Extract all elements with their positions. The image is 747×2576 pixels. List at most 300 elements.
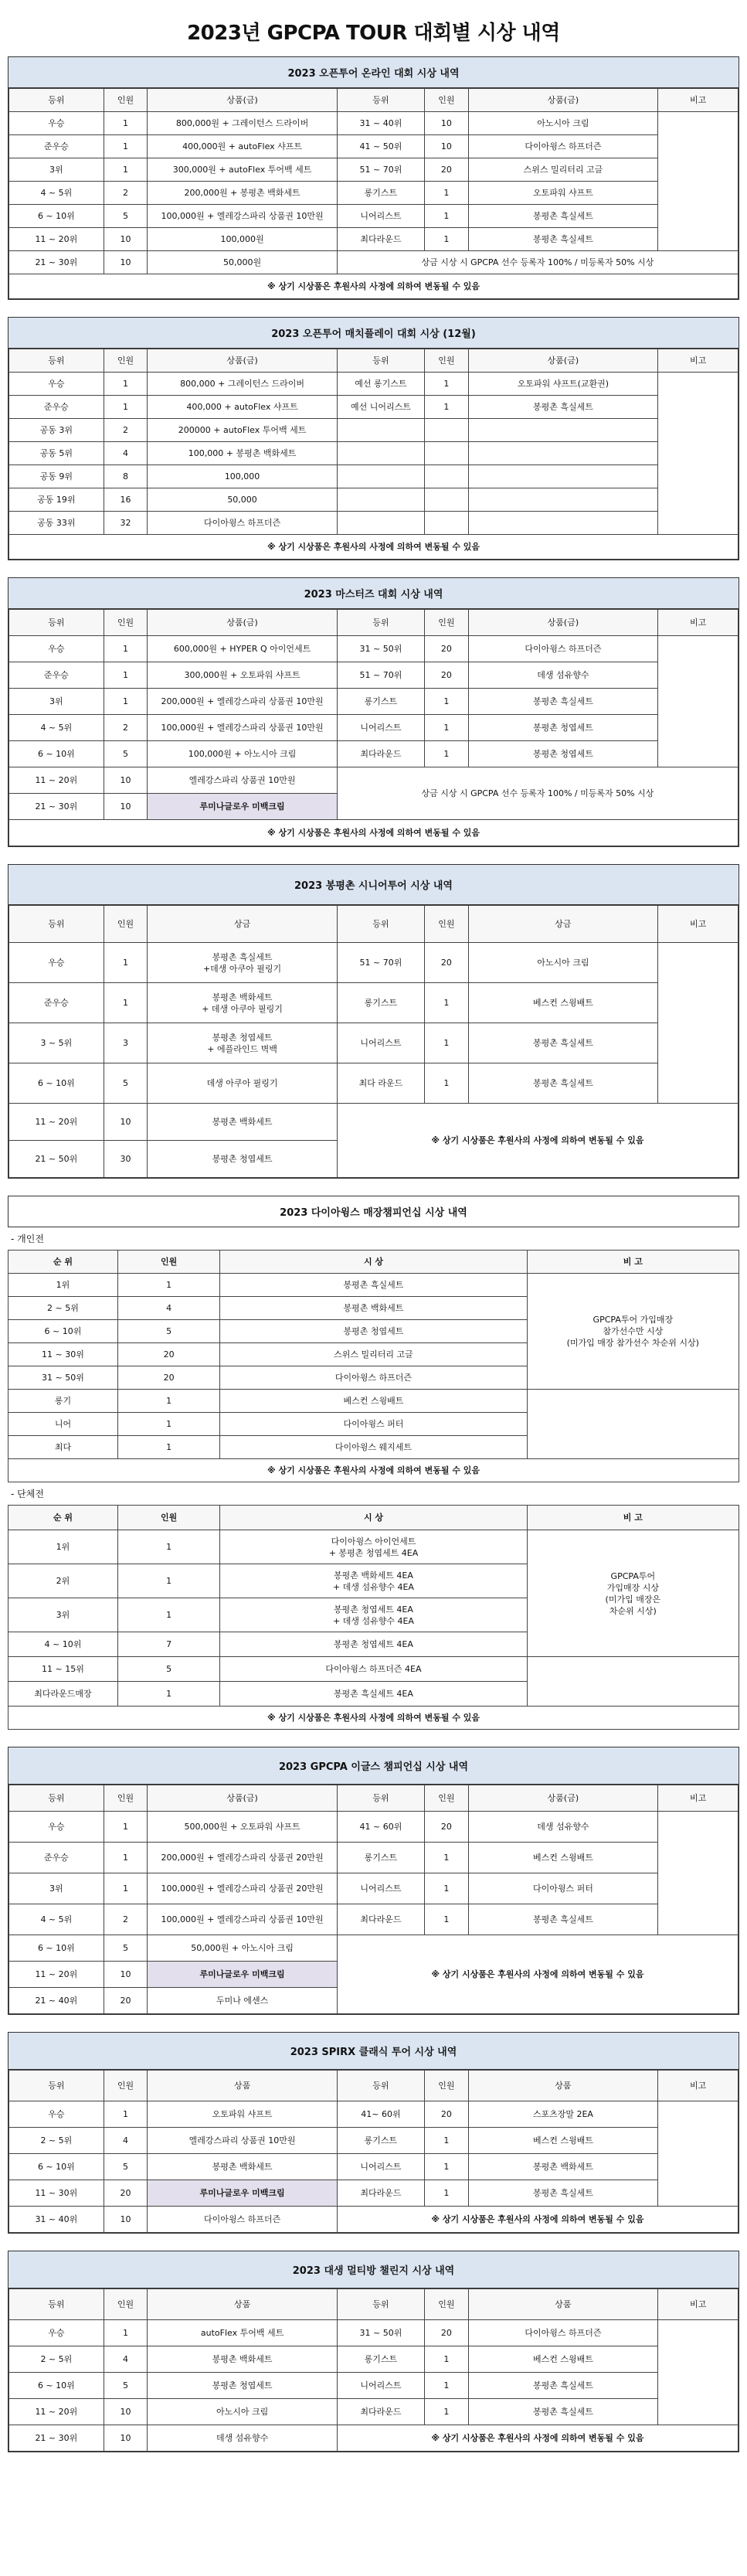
empty-cell: [425, 442, 469, 465]
highlighted-cell: 루미나글로우 미백크림: [148, 2180, 337, 2207]
cell: 10: [104, 251, 148, 274]
cell: 1: [425, 1873, 469, 1904]
cell: 5: [104, 2154, 148, 2180]
cell: 2: [104, 419, 148, 442]
table-row: [9, 2425, 739, 2452]
cell: 1: [425, 1904, 469, 1935]
footnote-row: [8, 1707, 739, 1730]
cell: 41~ 60위: [337, 2101, 424, 2128]
cell: 3 ~ 5위: [9, 1023, 104, 1063]
table-row: [9, 419, 739, 442]
cell: 봉평촌 흑실세트 +데생 아쿠아 필링기: [148, 943, 337, 983]
page-title: 2023년 GPCPA TOUR 대회별 시상 내역: [187, 22, 560, 45]
cell: 다이아윙스 하프더즌: [468, 636, 657, 662]
remarks-cell: [527, 1657, 739, 1707]
store-championship-section: [8, 1196, 739, 1730]
section-title: 2023 대생 멀티방 챌린지 시상 내역: [8, 2251, 739, 2288]
table-row: [9, 767, 739, 794]
col-header: 인원: [104, 906, 148, 943]
col-header: 등위: [337, 610, 424, 636]
cell: 51 ~ 70위: [337, 662, 424, 689]
cell: 50,000원: [148, 251, 337, 274]
cell: 1위: [8, 1530, 118, 1564]
cell: 봉평촌 백화세트: [148, 1104, 337, 1141]
table-row: [9, 1063, 739, 1104]
table-row: [9, 442, 739, 465]
multibang-challenge-section: [8, 2251, 739, 2452]
table-row: [9, 689, 739, 715]
table-row: [9, 943, 739, 983]
senior-tour-section: [8, 864, 739, 1179]
table-row: [9, 983, 739, 1023]
table-row: [9, 465, 739, 488]
empty-cell: [468, 512, 657, 535]
cell: 1: [425, 205, 469, 228]
cell: 4 ~ 5위: [9, 182, 104, 205]
table-row: [9, 1873, 739, 1904]
masters-section: [8, 577, 739, 847]
cell: 1: [117, 1564, 219, 1598]
cell: 우승: [9, 636, 104, 662]
cell: 1: [425, 373, 469, 396]
cell: 31 ~ 50위: [337, 2320, 424, 2346]
cell: 베스컨 스윙배트: [468, 2128, 657, 2154]
footnote-row: [8, 1459, 739, 1482]
cell: 11 ~ 20위: [9, 1962, 104, 1988]
table-header: [9, 349, 739, 373]
cell: 4: [104, 2128, 148, 2154]
cell: 10: [104, 2399, 148, 2425]
cell: 1: [104, 636, 148, 662]
col-header: 상금: [148, 906, 337, 943]
table-row: [9, 158, 739, 182]
col-header: 등위: [337, 89, 424, 112]
cell: 20: [117, 1366, 219, 1390]
cell: 51 ~ 70위: [337, 158, 424, 182]
cell: 21 ~ 40위: [9, 1988, 104, 2014]
cell: 니어: [8, 1413, 118, 1436]
highlighted-cell: 루미나글로우 미백크림: [148, 794, 337, 820]
table-header: [9, 2071, 739, 2101]
col-header: 인원: [117, 1506, 219, 1530]
cell: 두미나 에센스: [148, 1988, 337, 2014]
cell: 11 ~ 20위: [9, 767, 104, 794]
cell: 20: [104, 1988, 148, 2014]
table-row: [9, 135, 739, 158]
cell: 봉평촌 흑실세트: [468, 205, 657, 228]
cell: 엘레강스파리 상품권 10만원: [148, 2128, 337, 2154]
cell: 봉평촌 백화세트: [148, 2154, 337, 2180]
remarks-cell: [658, 2101, 739, 2207]
cell: 준우승: [9, 662, 104, 689]
cell: 데생 섬유향수: [148, 2425, 337, 2452]
cell: 5: [117, 1657, 219, 1682]
table-row: [9, 2399, 739, 2425]
cell: 10: [104, 2207, 148, 2233]
table-row: [9, 488, 739, 512]
cell: 6 ~ 10위: [9, 1063, 104, 1104]
col-header: 등위: [9, 610, 104, 636]
cell: 100,000원 + 엘레강스파리 상품권 10만원: [148, 715, 337, 741]
cell: 최다라운드: [337, 228, 424, 251]
cell: 1: [117, 1413, 219, 1436]
col-header: 인원: [117, 1251, 219, 1274]
cell: 1: [117, 1682, 219, 1707]
cell: 200000 + autoFlex 투어백 세트: [148, 419, 337, 442]
cell: 1위: [8, 1274, 118, 1297]
cell: 1: [104, 1843, 148, 1873]
cell: 최다라운드: [337, 741, 424, 767]
cell: 11 ~ 20위: [9, 1104, 104, 1141]
cell: 51 ~ 70위: [337, 943, 424, 983]
col-header: 상품(금): [148, 1785, 337, 1812]
cell: 오토파워 샤프트: [148, 2101, 337, 2128]
col-header: 등위: [337, 2071, 424, 2101]
table-row: [9, 2180, 739, 2207]
table-row: [9, 1812, 739, 1843]
table-row: [9, 205, 739, 228]
cell: 1: [117, 1530, 219, 1564]
cell: 200,000원 + 봉평촌 백화세트: [148, 182, 337, 205]
cell: 봉평촌 백화세트: [468, 2154, 657, 2180]
table-row: [8, 1657, 739, 1682]
col-header: 비고: [658, 349, 739, 373]
cell: 2: [104, 715, 148, 741]
cell: 100,000원 + 엘레강스파리 상품권 10만원: [148, 205, 337, 228]
cell: 준우승: [9, 1843, 104, 1873]
empty-cell: [425, 512, 469, 535]
table-row: [8, 1274, 739, 1297]
cell: 준우승: [9, 983, 104, 1023]
cell: 1: [104, 943, 148, 983]
cell: 20: [425, 2320, 469, 2346]
cell: 300,000원 + autoFlex 투어백 세트: [148, 158, 337, 182]
cell: 데생 섬유향수: [468, 1812, 657, 1843]
remarks-cell: GPCPA투어 가입매장 참가선수만 시상 (미가입 매장 참가선수 차순위 시상): [527, 1274, 739, 1390]
cell: 4: [104, 442, 148, 465]
cell: 10: [104, 1104, 148, 1141]
remarks-cell: GPCPA투어 가입매장 시상 (미가입 매장은 차순위 시상): [527, 1530, 739, 1657]
col-header: 인원: [104, 349, 148, 373]
cell: 1: [425, 983, 469, 1023]
section-title: 2023 SPIRX 클래식 투어 시상 내역: [8, 2033, 739, 2070]
cell: 6 ~ 10위: [9, 205, 104, 228]
col-header: 인원: [425, 906, 469, 943]
cell: 롱기스트: [337, 983, 424, 1023]
section-title: 2023 마스터즈 대회 시상 내역: [8, 578, 739, 609]
table-row: [9, 1935, 739, 1962]
cell: 500,000원 + 오토파워 샤프트: [148, 1812, 337, 1843]
cell: 100,000원 + 아노시아 크림: [148, 741, 337, 767]
cell: 10: [104, 1962, 148, 1988]
cell: 20: [425, 2101, 469, 2128]
table-row: [8, 1530, 739, 1564]
cell: 롱기: [8, 1390, 118, 1413]
cell: 1: [425, 741, 469, 767]
table-header: [8, 1251, 739, 1274]
table-header: [9, 610, 739, 636]
spirx-prize-table: [8, 2070, 739, 2233]
cell: 우승: [9, 2320, 104, 2346]
col-header: 인원: [425, 1785, 469, 1812]
cell: 10: [425, 135, 469, 158]
table-row: [9, 1843, 739, 1873]
cell: 봉평촌 청엽세트: [148, 2373, 337, 2399]
cell: 32: [104, 512, 148, 535]
cell: 20: [425, 158, 469, 182]
col-header: 비고: [658, 1785, 739, 1812]
col-header: 인원: [104, 610, 148, 636]
col-header: 등위: [337, 1785, 424, 1812]
col-header: 등위: [337, 2289, 424, 2320]
cell: 예선 니어리스트: [337, 396, 424, 419]
cell: 다이아윙스 하프더즌: [148, 2207, 337, 2233]
cell: 베스컨 스윙배트: [468, 983, 657, 1023]
footnote-row: [9, 274, 739, 299]
cell: 스위스 밀리터리 고글: [220, 1343, 527, 1366]
cell: 롱기스트: [337, 689, 424, 715]
cell: 100,000 + 봉평촌 백화세트: [148, 442, 337, 465]
remarks-cell: [658, 1812, 739, 1935]
cell: 11 ~ 20위: [9, 2399, 104, 2425]
cell: 다이아윙스 웨지세트: [220, 1436, 527, 1459]
col-header: 인원: [425, 2289, 469, 2320]
col-header: 비고: [658, 610, 739, 636]
cell: 봉평촌 백화세트 + 데생 아쿠아 필링기: [148, 983, 337, 1023]
section-title: 2023 GPCPA 이글스 챔피언십 시상 내역: [8, 1747, 739, 1785]
section-title: 2023 오픈투어 매치플레이 대회 시상 (12월): [8, 318, 739, 349]
col-header: 상품(금): [468, 610, 657, 636]
cell: 1: [425, 689, 469, 715]
cell: 1: [104, 1873, 148, 1904]
cell: 다이아윙스 퍼터: [220, 1413, 527, 1436]
col-header: 상품: [148, 2289, 337, 2320]
cell: 봉평촌 흑실세트: [220, 1274, 527, 1297]
cell: 1: [117, 1598, 219, 1632]
cell: 11 ~ 30위: [8, 1343, 118, 1366]
cell: 공동 5위: [9, 442, 104, 465]
cell: 오토파워 샤프트(교환권): [468, 373, 657, 396]
col-header: 인원: [104, 2289, 148, 2320]
cell: 봉평촌 흑실세트 4EA: [220, 1682, 527, 1707]
col-header: 순 위: [8, 1251, 118, 1274]
cell: 1: [117, 1436, 219, 1459]
cell: 1: [425, 2128, 469, 2154]
cell: 1: [425, 182, 469, 205]
cell: 6 ~ 10위: [9, 2373, 104, 2399]
cell: 1: [104, 396, 148, 419]
col-header: 등위: [9, 89, 104, 112]
cell: 3위: [9, 689, 104, 715]
cell: 21 ~ 30위: [9, 794, 104, 820]
cell: 2: [104, 182, 148, 205]
col-header: 인원: [104, 1785, 148, 1812]
cell: 우승: [9, 943, 104, 983]
cell: 2 ~ 5위: [9, 2128, 104, 2154]
cell: 최다 라운드: [337, 1063, 424, 1104]
cell: 100,000원 + 엘레강스파리 상품권 20만원: [148, 1873, 337, 1904]
footnote: ※ 상기 시상품은 후원사의 사정에 의하여 변동될 수 있음: [9, 535, 739, 560]
table-row: [9, 182, 739, 205]
cell: 1: [425, 2346, 469, 2373]
footnote: ※ 상기 시상품은 후원사의 사정에 의하여 변동될 수 있음: [337, 2207, 738, 2233]
cell: 21 ~ 50위: [9, 1141, 104, 1178]
cell: 1: [104, 983, 148, 1023]
cell: 봉평촌 흑실세트: [468, 228, 657, 251]
cell: 3위: [9, 1873, 104, 1904]
table-row: [9, 2346, 739, 2373]
footnote: ※ 상기 시상품은 후원사의 사정에 의하여 변동될 수 있음: [337, 1935, 738, 2014]
table-header: [9, 1785, 739, 1812]
cell: 400,000원 + autoFlex 샤프트: [148, 135, 337, 158]
cell: 1: [104, 689, 148, 715]
col-header: 상품(금): [148, 349, 337, 373]
cell: 10: [425, 112, 469, 135]
cell: 1: [104, 158, 148, 182]
cell: 10: [104, 767, 148, 794]
remarks-cell: [527, 1390, 739, 1459]
team-label: - 단체전: [11, 1489, 44, 1499]
cell: 최다라운드: [337, 1904, 424, 1935]
cell: 1: [425, 2399, 469, 2425]
cell: 데생 아쿠아 필링기: [148, 1063, 337, 1104]
table-row: [9, 1104, 739, 1141]
col-header: 비고: [658, 2071, 739, 2101]
table-row: [9, 2207, 739, 2233]
cell: 100,000원 + 엘레강스파리 상품권 10만원: [148, 1904, 337, 1935]
col-header: 인원: [425, 349, 469, 373]
table-row: [9, 1904, 739, 1935]
cell: 21 ~ 30위: [9, 251, 104, 274]
cell: 봉평촌 청엽세트: [148, 1141, 337, 1178]
empty-cell: [468, 419, 657, 442]
footnote: ※ 상기 시상품은 후원사의 사정에 의하여 변동될 수 있음: [8, 1459, 739, 1482]
cell: 20: [425, 636, 469, 662]
cell: 봉평촌 백화세트: [148, 2346, 337, 2373]
section-title-box: [8, 1196, 739, 1227]
remarks-cell: [658, 636, 739, 767]
cell: 최다라운드: [337, 2180, 424, 2207]
table-row: [8, 1390, 739, 1413]
masters-prize-table: [8, 609, 739, 846]
cell: 10: [104, 228, 148, 251]
col-header: 상품: [148, 2071, 337, 2101]
col-header: 상품(금): [148, 89, 337, 112]
cell: 3위: [8, 1598, 118, 1632]
table-row: [9, 512, 739, 535]
table-row: [9, 1023, 739, 1063]
cell: 1: [425, 1843, 469, 1873]
cell: 4: [117, 1297, 219, 1320]
multibang-prize-table: [8, 2288, 739, 2452]
cell: 800,000 + 그레이턴스 드라이버: [148, 373, 337, 396]
col-header: 상품(금): [468, 1785, 657, 1812]
cell: 엘레강스파리 상품권 10만원: [148, 767, 337, 794]
cell: 7: [117, 1632, 219, 1657]
cell: 니어리스트: [337, 2373, 424, 2399]
cell: 아노시아 크림: [468, 943, 657, 983]
cell: 봉평촌 흑실세트: [468, 2180, 657, 2207]
section-title: 2023 다이아윙스 매장챔피언십 시상 내역: [8, 1196, 739, 1227]
footnote-row: [9, 820, 739, 846]
cell: 20: [425, 1812, 469, 1843]
col-header: 상품(금): [468, 349, 657, 373]
individual-prize-table: [8, 1250, 739, 1482]
cell: 30: [104, 1141, 148, 1178]
cell: 1: [425, 1063, 469, 1104]
footnote-row: [9, 535, 739, 560]
cell: 50,000원 + 아노시아 크림: [148, 1935, 337, 1962]
cell: 4 ~ 5위: [9, 1904, 104, 1935]
cell: 1: [425, 1023, 469, 1063]
cell: 봉평촌 흑실세트: [468, 689, 657, 715]
cell: 최다라운드매장: [8, 1682, 118, 1707]
table-row: [9, 2320, 739, 2346]
cell: 니어리스트: [337, 715, 424, 741]
cell: 베스컨 스윙배트: [468, 1843, 657, 1873]
empty-cell: [468, 442, 657, 465]
col-header: 등위: [9, 349, 104, 373]
cell: 봉평촌 흑실세트: [468, 1904, 657, 1935]
cell: 2 ~ 5위: [8, 1297, 118, 1320]
cell: 31 ~ 40위: [337, 112, 424, 135]
cell: 1: [425, 2373, 469, 2399]
col-header: 상품(금): [468, 89, 657, 112]
cell: 100,000: [148, 465, 337, 488]
empty-cell: [337, 442, 424, 465]
cell: 우승: [9, 373, 104, 396]
cell: 롱기스트: [337, 182, 424, 205]
table-row: [9, 741, 739, 767]
remarks-cell: [658, 943, 739, 1104]
cell: 봉평촌 흑실세트: [468, 1023, 657, 1063]
cell: 다이아윙스 하프더즌: [468, 135, 657, 158]
cell: 준우승: [9, 135, 104, 158]
cell: 봉평촌 청엽세트: [220, 1320, 527, 1343]
cell: 데생 섬유향수: [468, 662, 657, 689]
section-title: 2023 오픈투어 온라인 대회 시상 내역: [8, 57, 739, 88]
cell: 400,000 + autoFlex 샤프트: [148, 396, 337, 419]
cell: 600,000원 + HYPER Q 아이언세트: [148, 636, 337, 662]
empty-cell: [337, 465, 424, 488]
col-header: 비고: [658, 2289, 739, 2320]
cell: 니어리스트: [337, 1873, 424, 1904]
cell: 4: [104, 2346, 148, 2373]
cell: 봉평촌 청엽세트 4EA: [220, 1632, 527, 1657]
col-header: 비 고: [527, 1506, 739, 1530]
table-row: [9, 2154, 739, 2180]
cell: 4 ~ 5위: [9, 715, 104, 741]
cell: 11 ~ 20위: [9, 228, 104, 251]
cell: 오토파워 샤프트: [468, 182, 657, 205]
team-prize-table: [8, 1505, 739, 1730]
remarks-cell: [658, 373, 739, 535]
col-header: 등위: [9, 2071, 104, 2101]
col-header: 상품: [468, 2071, 657, 2101]
empty-cell: [337, 512, 424, 535]
cell: 스위스 밀리터리 고글: [468, 158, 657, 182]
cell: 봉평촌 흑실세트: [468, 396, 657, 419]
col-header: 등위: [337, 906, 424, 943]
cell: 봉평촌 청엽세트: [468, 715, 657, 741]
cell: 봉평촌 흑실세트: [468, 2373, 657, 2399]
cell: 20: [425, 943, 469, 983]
col-header: 인원: [104, 89, 148, 112]
table-header: [9, 89, 739, 112]
cell: 공동 9위: [9, 465, 104, 488]
senior-prize-table: [8, 905, 739, 1178]
table-header: [8, 1506, 739, 1530]
